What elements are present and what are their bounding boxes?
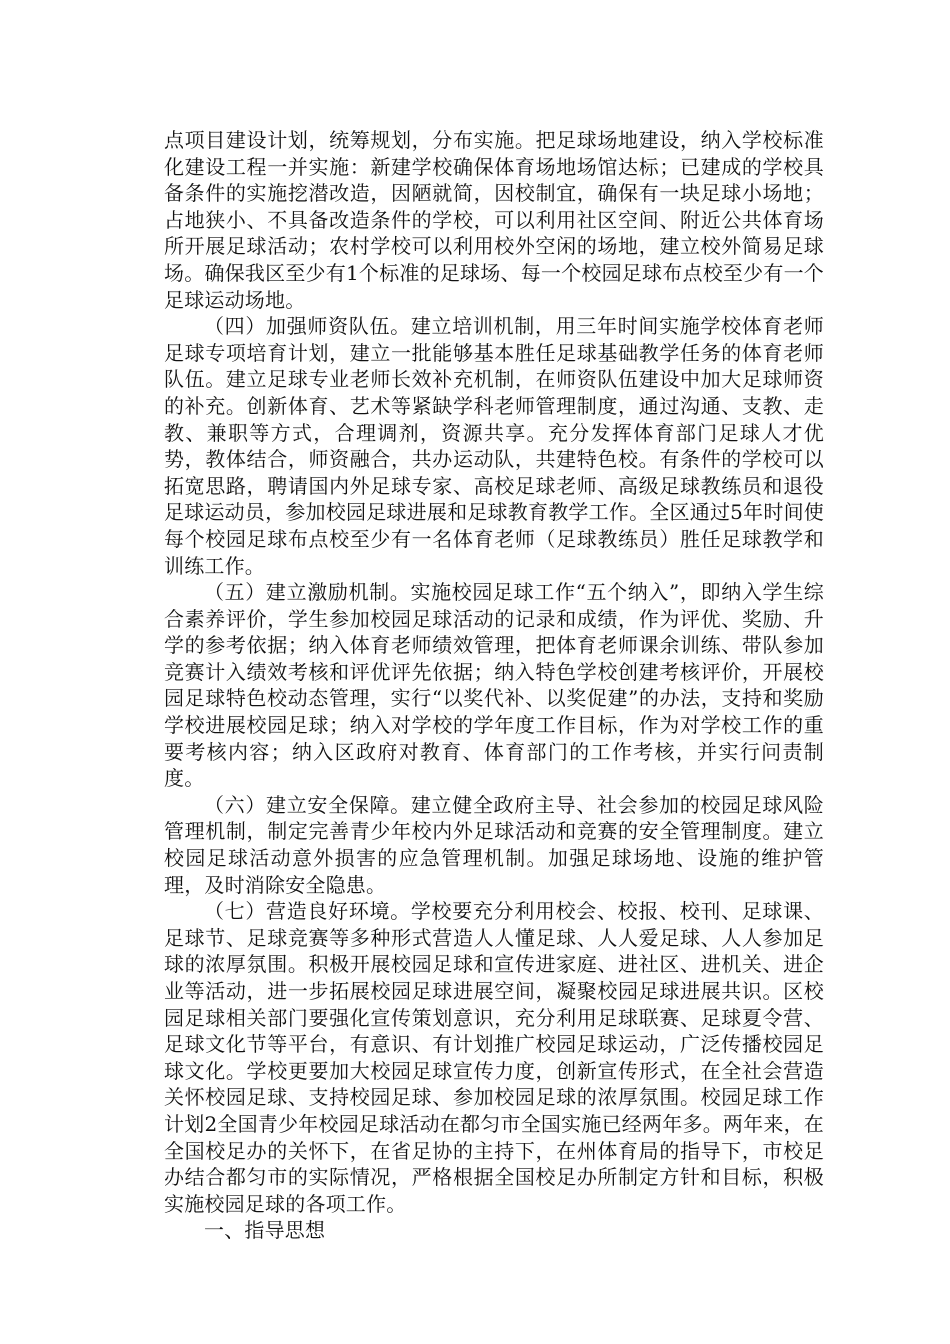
paragraph-safety-guarantee: （六）建立安全保障。建立健全政府主导、社会参加的校园足球风险管理机制，制定完善青少年校内外足球活动和竞赛的安全管理制度。建立校园足球活动意外损害的应急管理机制。加强足球场地、设施的维护管理，及时消除安全隐患。 <box>164 792 824 897</box>
paragraph-teacher-team: （四）加强师资队伍。建立培训机制，用三年时间实施学校体育老师足球专项培育计划，建立一批能够基本胜任足球基础教学任务的体育老师队伍。建立足球专业老师长效补充机制，在师资队伍建设中加大足球师资的补充。创新体育、艺术等紧缺学科老师管理制度，通过沟通、支教、走教、兼职等方式，合理调剂，资源共享。充分发挥体育部门足球人才优势，教体结合，师资融合，共办运动队，共建特色校。有条件的学校可以拓宽思路，聘请国内外足球专家、高校足球老师、高级足球教练员和退役足球运动员，参加校园足球进展和足球教育教学工作。全区通过5年时间使每个校园足球布点校至少有一名体育老师（足球教练员）胜任足球教学和训练工作。 <box>164 314 824 578</box>
section-heading-guiding-ideology: 一、指导思想 <box>204 1218 326 1243</box>
document-body <box>164 127 824 1244</box>
paragraph-environment: （七）营造良好环境。学校要充分利用校会、校报、校刊、足球课、足球节、足球竞赛等多种形式营造人人懂足球、人人爱足球、人人参加足球的浓厚氛围。积极开展校园足球和宣传进家庭、进社区、进机关、进企业等活动，进一步拓展校园足球进展空间，凝聚校园足球进展共识。区校园足球相关部门要强化宣传策划意识，充分利用足球联赛、足球夏令营、足球文化节等平台，有意识、有计划推广校园足球运动，广泛传播校园足球文化。学校更要加大校园足球宣传力度，创新宣传形式，在全社会营造关怀校园足球、支持校园足球、参加校园足球的浓厚氛围。校园足球工作计划2全国青少年校园足球活动在都匀市全国实施已经两年多。两年来，在全国校足办的关怀下，在省足协的主持下，在州体育局的指导下，市校足办结合都匀市的实际情况，严格根据全国校足办所制定方针和目标，积极实施校园足球的各项工作。 <box>164 899 824 1216</box>
paragraph-field-construction: 点项目建设计划，统筹规划，分布实施。把足球场地建设，纳入学校标准化建设工程一并实施：新建学校确保体育场地场馆达标；已建成的学校具备条件的实施挖潜改造，因陋就简，因校制宜，确保有一块足球小场地；占地狭小、不具备改造条件的学校，可以利用社区空间、附近公共体育场所开展足球活动；农村学校可以利用校外空闲的场地，建立校外简易足球场。确保我区至少有1个标准的足球场、每一个校园足球布点校至少有一个足球运动场地。 <box>164 128 824 312</box>
paragraph-incentive-mechanism: （五）建立激励机制。实施校园足球工作“五个纳入”，即纳入学生综合素养评价，学生参加校园足球活动的记录和成绩，作为评优、奖励、升学的参考依据；纳入体育老师绩效管理，把体育老师课余训练、带队参加竞赛计入绩效考核和评优评先依据；纳入特色学校创建考核评价，开展校园足球特色校动态管理，实行“以奖代补、以奖促建”的办法，支持和奖励学校进展校园足球；纳入对学校的学年度工作目标，作为对学校工作的重要考核内容；纳入区政府对教育、体育部门的工作考核，并实行问责制度。 <box>164 580 824 791</box>
